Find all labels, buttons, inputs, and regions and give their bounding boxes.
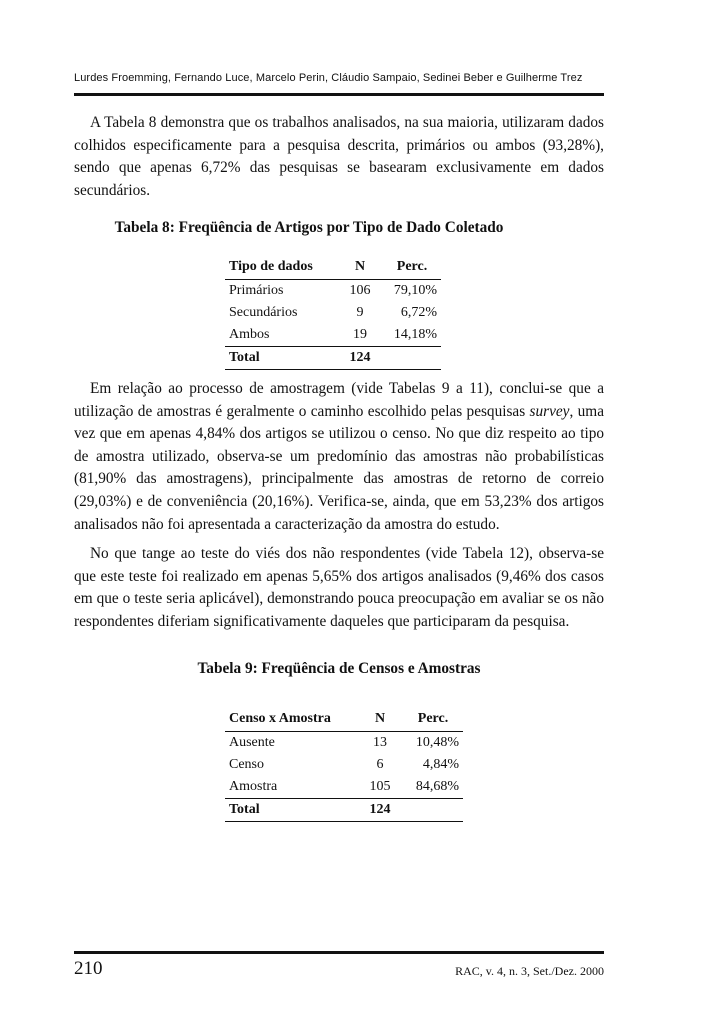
table-row xyxy=(225,732,463,755)
table-cell: Censo xyxy=(229,757,264,772)
paragraph-2 xyxy=(74,378,604,536)
table-header-row xyxy=(225,707,463,732)
total-label: Total xyxy=(225,799,357,822)
table-cell: 84,68% xyxy=(415,779,459,794)
table-9 xyxy=(225,707,463,822)
paragraph-3: No que tange ao teste do viés dos não respondentes (vide Tabela 12), observa-se que este teste foi realizado em apenas 5,65% dos artigos analisados (9,46% dos casos em que o teste seria aplicável), demonstrando pouca preocupação em avaliar se os não respondentes diferiam significativamente daqueles que participaram da pesquisa. xyxy=(74,545,604,630)
table-cell: Ausente xyxy=(229,735,275,750)
table-8 xyxy=(225,255,441,370)
table-cell: 4,84% xyxy=(422,757,459,772)
table-9-caption: Tabela 9: Freqüência de Censos e Amostras xyxy=(197,660,481,677)
table-cell: 10,48% xyxy=(415,735,459,750)
table-header-row xyxy=(225,255,441,280)
table-8-caption: Tabela 8: Freqüência de Artigos por Tipo de Dado Coletado xyxy=(114,219,504,236)
header-cell: Tipo de dados xyxy=(225,255,337,280)
table-cell: Primários xyxy=(229,283,284,298)
header-cell: N xyxy=(337,255,383,280)
table-row xyxy=(225,776,463,799)
table-cell: 9 xyxy=(356,305,364,320)
journal-citation: RAC, v. 4, n. 3, Set./Dez. 2000 xyxy=(455,964,604,978)
table-cell: 6 xyxy=(376,757,384,772)
paragraph-2-text-cont: , uma vez que em apenas 4,84% dos artigos se utilizou o censo. No que diz respeito ao tipo de amostra utilizado, observa-se um predomínio das amostras não probabilísticas (81,90% das amostragens), principalmente das amostras de retorno de correio (29,03%) e de conveniência (20,16%). Verifica-se, ainda, que em 53,23% dos artigos analisados não foi apresentada a caracterização da amostra do estudo. xyxy=(74,402,604,533)
total-empty xyxy=(403,799,463,822)
paragraph-2-emphasis: survey xyxy=(529,402,570,420)
table-cell: 14,18% xyxy=(393,327,437,342)
paragraph-1: A Tabela 8 demonstra que os trabalhos analisados, na sua maioria, utilizaram dados colhidos especificamente para a pesquisa descrita, primários ou ambos (93,28%), sendo que apenas 6,72% das pesquisas se basearam exclusivamente em dados secundários. xyxy=(74,114,604,199)
total-value: 124 xyxy=(337,347,383,370)
table-cell: 105 xyxy=(369,779,391,794)
table-cell: Ambos xyxy=(229,327,270,342)
table-cell: 6,72% xyxy=(400,305,437,320)
table-total-row xyxy=(225,799,463,822)
table-cell: 79,10% xyxy=(393,283,437,298)
table-cell: Amostra xyxy=(229,779,278,794)
paragraph-2-text: Em relação ao processo de amostragem (vide Tabelas 9 a 11), conclui-se que a utilização de amostras é geralmente o caminho escolhido pelas pesquisas xyxy=(74,380,604,420)
table-row xyxy=(225,754,463,776)
footer-rule xyxy=(74,951,604,954)
table-row xyxy=(225,324,441,347)
header-rule xyxy=(74,93,604,96)
total-label: Total xyxy=(225,347,337,370)
header-cell: Perc. xyxy=(383,255,441,280)
table-row xyxy=(225,302,441,324)
total-empty xyxy=(383,347,441,370)
header-cell: Censo x Amostra xyxy=(225,707,357,732)
running-header: Lurdes Froemming, Fernando Luce, Marcelo Perin, Cláudio Sampaio, Sedinei Beber e Guilherme Trez xyxy=(74,72,583,84)
header-cell: N xyxy=(357,707,403,732)
table-total-row xyxy=(225,347,441,370)
total-value: 124 xyxy=(357,799,403,822)
table-row xyxy=(225,280,441,303)
page-number: 210 xyxy=(74,958,103,979)
table-cell: Secundários xyxy=(229,305,298,320)
table-cell: 106 xyxy=(349,283,371,298)
table-cell: 19 xyxy=(353,327,367,342)
header-cell: Perc. xyxy=(403,707,463,732)
table-cell: 13 xyxy=(373,735,387,750)
